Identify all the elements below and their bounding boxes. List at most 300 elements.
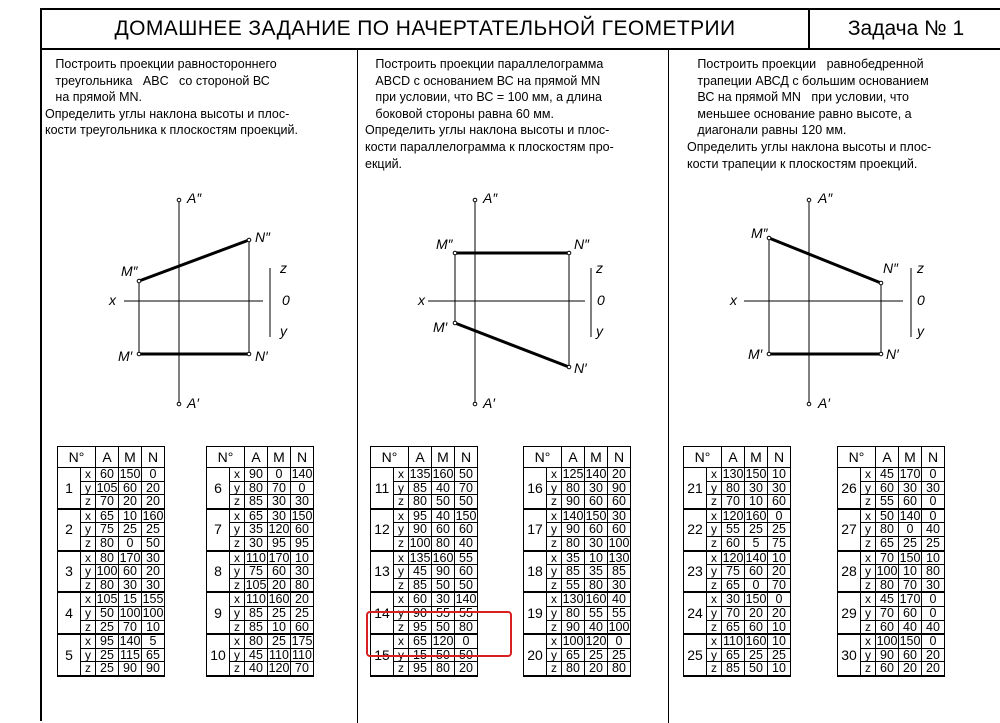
coordinate-cell: 85 (608, 565, 631, 579)
coordinate-cell: 40 (608, 592, 631, 606)
table-row (207, 634, 314, 648)
label-a1: A′ (187, 395, 199, 411)
coordinate-cell: 75 (768, 536, 791, 550)
coordinate-cell: 40 (899, 620, 922, 634)
variant-number: 11 (371, 468, 394, 509)
coordinate-cell: 30 (585, 481, 608, 495)
axis-label: x (394, 551, 409, 565)
column-header: N (608, 447, 631, 468)
variant-number: 24 (684, 592, 707, 634)
coordinate-cell: 100 (608, 619, 630, 634)
variant-number: 18 (524, 551, 547, 593)
coordinate-cell: 0 (922, 495, 945, 509)
coordinate-cell: 0 (291, 481, 314, 495)
column-header: M (585, 447, 608, 468)
coordinate-cell: 160 (432, 467, 454, 481)
coordinate-cell: 100 (562, 634, 584, 649)
coordinate-cell: 150 (745, 592, 767, 607)
axis-label: x (394, 509, 409, 523)
coordinate-cell: 60 (409, 592, 432, 606)
axis-label: y (230, 606, 245, 620)
axis-label: y (861, 606, 876, 620)
axis-label: z (81, 662, 96, 676)
coordinate-cell: 20 (608, 468, 631, 482)
coordinate-cell: 70 (876, 606, 899, 620)
coordinate-cell: 90 (119, 662, 142, 676)
coordinate-cell: 150 (745, 467, 767, 481)
axis-label: y (394, 523, 409, 537)
axis-label: x (230, 551, 245, 565)
coordinate-cell: 50 (432, 620, 455, 634)
label-a1: A′ (483, 395, 495, 411)
coordinate-cell: 80 (432, 662, 455, 676)
coordinate-cell: 80 (585, 578, 608, 592)
coordinate-cell: 25 (268, 634, 291, 648)
table-row (371, 468, 478, 482)
coordinate-cell: 60 (899, 495, 922, 509)
table-header-row (524, 447, 631, 468)
axis-label: z (547, 578, 562, 592)
label-o: 0 (917, 292, 925, 308)
variant-number: 29 (838, 592, 861, 634)
coordinate-cell: 80 (245, 481, 268, 495)
axis-label: y (81, 565, 96, 579)
variants-table (683, 446, 791, 677)
label-x: x (730, 292, 737, 308)
coordinate-cell: 10 (768, 662, 791, 676)
table-row (58, 634, 165, 648)
coordinate-cell: 20 (119, 495, 142, 509)
table-row (684, 551, 791, 565)
table-header-row (207, 447, 314, 468)
axis-label: x (861, 551, 876, 565)
coordinate-cell: 20 (585, 662, 608, 676)
variants-table (206, 446, 314, 677)
coordinate-cell: 0 (119, 536, 142, 550)
axis-label: x (81, 551, 96, 565)
table-row (838, 509, 945, 523)
table-row (58, 592, 165, 606)
axis-label: z (547, 662, 562, 676)
diagram-triangle (124, 198, 270, 406)
column-header: A (562, 447, 585, 468)
coordinate-cell: 100 (876, 634, 898, 649)
coordinate-cell: 60 (96, 468, 119, 482)
coordinate-cell: 60 (876, 620, 899, 634)
axis-label: z (230, 620, 245, 634)
label-z: z (917, 260, 924, 276)
coordinate-cell: 50 (96, 606, 119, 620)
line-mn-front (769, 238, 881, 283)
coordinate-cell: 120 (268, 661, 290, 676)
axis-label: x (707, 634, 722, 648)
coordinate-cell: 30 (268, 495, 291, 509)
coordinate-cell: 80 (409, 495, 432, 509)
axis-label: z (861, 578, 876, 592)
coordinate-cell: 80 (876, 578, 899, 592)
coordinate-cell: 30 (768, 481, 791, 495)
label-m1: M′ (433, 319, 448, 335)
table-row (207, 468, 314, 482)
coordinate-cell: 120 (432, 634, 454, 649)
coordinate-cell: 140 (899, 508, 921, 523)
coordinate-cell: 75 (722, 565, 745, 579)
variant-number: 22 (684, 509, 707, 551)
coordinate-cell: 20 (455, 662, 478, 676)
table-header-row (58, 447, 165, 468)
coordinate-cell: 45 (409, 565, 432, 579)
coordinate-cell: 170 (899, 592, 921, 607)
axis-label: x (547, 634, 562, 648)
coordinate-cell: 140 (562, 508, 584, 523)
axis-label: z (547, 620, 562, 634)
coordinate-cell: 140 (455, 592, 477, 607)
coordinate-cell: 80 (96, 536, 119, 550)
variant-number: 21 (684, 468, 707, 509)
coordinate-cell: 140 (745, 550, 767, 565)
coordinate-cell: 135 (409, 467, 431, 481)
coordinate-cell: 160 (268, 592, 290, 607)
label-m1: M′ (118, 348, 133, 364)
coordinate-cell: 25 (142, 523, 165, 537)
coordinate-cell: 10 (585, 551, 608, 565)
table-row (684, 468, 791, 482)
coordinate-cell: 10 (291, 551, 314, 565)
coordinate-cell: 90 (562, 523, 585, 537)
coordinate-cell: 55 (722, 523, 745, 537)
coordinate-cell: 80 (922, 565, 945, 579)
coordinate-cell: 90 (876, 648, 899, 662)
coordinate-cell: 80 (608, 662, 631, 676)
axis-label: x (394, 634, 409, 648)
table-row (371, 509, 478, 523)
coordinate-cell: 0 (899, 523, 922, 537)
axis-label: x (230, 509, 245, 523)
coordinate-cell: 160 (585, 592, 607, 607)
coordinate-cell: 90 (562, 495, 585, 509)
coordinate-cell: 65 (722, 578, 745, 592)
axis-label: x (707, 468, 722, 482)
coordinate-cell: 70 (722, 495, 745, 509)
coordinate-cell: 90 (562, 620, 585, 634)
coordinate-cell: 80 (455, 620, 478, 634)
coordinate-cell: 55 (432, 606, 455, 620)
coordinate-cell: 60 (899, 648, 922, 662)
coordinate-cell: 170 (268, 550, 290, 565)
axis-label: y (707, 606, 722, 620)
coordinate-cell: 25 (291, 606, 314, 620)
axis-label: z (230, 536, 245, 550)
coordinate-cell: 30 (922, 578, 945, 592)
coordinate-cell: 0 (268, 468, 291, 482)
variant-number: 20 (524, 634, 547, 676)
coordinate-cell: 90 (245, 468, 268, 482)
variant-number: 5 (58, 634, 81, 676)
coordinate-cell: 0 (608, 634, 631, 648)
coordinate-cell: 60 (722, 536, 745, 550)
column-header: N° (58, 447, 96, 468)
variants-table (523, 446, 631, 677)
coordinate-cell: 70 (876, 551, 899, 565)
coordinate-cell: 90 (409, 606, 432, 620)
table-row (684, 634, 791, 648)
coordinate-cell: 95 (409, 662, 432, 676)
axis-label: z (394, 662, 409, 676)
axis-label: z (861, 536, 876, 550)
coordinate-cell: 130 (722, 467, 744, 481)
coordinate-cell: 20 (922, 648, 945, 662)
axis-label: z (547, 536, 562, 550)
axis-label: y (861, 565, 876, 579)
coordinate-cell: 0 (922, 468, 945, 482)
diagram-trapezoid (744, 198, 911, 406)
task-description-parallelogram: Построить проекции параллелограмма ABCD с основанием ВС на прямой MN при условии, что ВС = 100 мм, а длина боковой стороны равна 60 мм. Определить углы наклона высоты и плос- кости параллелограмма к плоскостям про- екций. (365, 57, 614, 171)
coordinate-cell: 80 (562, 606, 585, 620)
coordinate-cell: 50 (455, 578, 478, 592)
coordinate-cell: 10 (768, 551, 791, 565)
coordinate-cell: 115 (120, 647, 140, 662)
column-header: N° (524, 447, 562, 468)
coordinate-cell: 30 (922, 481, 945, 495)
coordinate-cell: 55 (608, 606, 631, 620)
coordinate-cell: 45 (876, 592, 899, 606)
axis-label: x (230, 592, 245, 606)
axis-label: x (81, 592, 96, 606)
coordinate-cell: 90 (432, 565, 455, 579)
coordinate-cell: 10 (899, 565, 922, 579)
axis-label: x (230, 468, 245, 482)
coordinate-cell: 160 (142, 508, 164, 523)
coordinate-cell: 110 (292, 647, 312, 662)
coordinate-cell: 100 (876, 564, 898, 579)
coordinate-cell: 160 (432, 550, 454, 565)
highlight-box-variant-14 (366, 611, 512, 657)
axis-label: z (861, 662, 876, 676)
column-header: M (432, 447, 455, 468)
table-row (838, 468, 945, 482)
axis-label: z (230, 495, 245, 509)
table-row (58, 468, 165, 482)
coordinate-cell: 20 (768, 565, 791, 579)
coordinate-cell: 75 (96, 523, 119, 537)
variant-number: 26 (838, 468, 861, 509)
axis-label: y (394, 565, 409, 579)
coordinate-cell: 140 (291, 467, 313, 481)
table-row (371, 551, 478, 565)
variant-number: 14 (371, 592, 394, 634)
coordinate-cell: 30 (291, 565, 314, 579)
table-header-row (371, 447, 478, 468)
coordinate-cell: 100 (409, 535, 431, 550)
table-row (684, 509, 791, 523)
coordinate-cell: 130 (608, 550, 630, 565)
coordinate-cell: 50 (142, 536, 165, 550)
coordinate-cell: 60 (768, 495, 791, 509)
variant-number: 1 (58, 468, 81, 509)
task-description-trapezoid: Построить проекции равнобедренной трапеции АВСД с большим основанием ВС на прямой MN при условии, что меньшее основание равно высоте, а диагонали равны 120 мм. Определить углы наклона высоты и плос- кости трапеции к плоскостям проекций. (687, 57, 932, 171)
coordinate-cell: 95 (291, 536, 314, 550)
coordinate-cell: 20 (768, 606, 791, 620)
variant-number: 25 (684, 634, 707, 676)
coordinate-cell: 0 (922, 509, 945, 523)
axis-label: x (707, 509, 722, 523)
coordinate-cell: 110 (246, 592, 266, 607)
table-row (371, 592, 478, 606)
coordinate-cell: 65 (409, 634, 432, 648)
variant-number: 8 (207, 551, 230, 593)
axis-label: z (707, 536, 722, 550)
label-n2: N″ (883, 260, 899, 276)
coordinate-cell: 15 (409, 648, 432, 662)
axis-label: y (230, 523, 245, 537)
coordinate-cell: 30 (291, 495, 314, 509)
coordinate-cell: 80 (562, 481, 585, 495)
coordinate-cell: 25 (745, 648, 768, 662)
variant-number: 30 (838, 634, 861, 676)
coordinate-cell: 10 (142, 620, 165, 634)
coordinate-cell: 60 (876, 481, 899, 495)
column-header: A (722, 447, 745, 468)
label-m2: M″ (121, 263, 138, 279)
variant-number: 10 (207, 634, 230, 676)
variants-table (837, 446, 945, 677)
coordinate-cell: 150 (899, 634, 921, 649)
coordinate-cell: 135 (409, 550, 431, 565)
coordinate-cell: 20 (922, 662, 945, 676)
task-number: Задача № 1 (847, 17, 965, 40)
coordinate-cell: 0 (922, 606, 945, 620)
coordinate-cell: 25 (899, 536, 922, 550)
label-m2: M″ (751, 225, 768, 241)
axis-label: y (707, 648, 722, 662)
coordinate-cell: 0 (768, 509, 791, 523)
axis-label: x (547, 592, 562, 606)
coordinate-cell: 50 (455, 468, 478, 482)
coordinate-cell: 100 (96, 564, 118, 579)
label-n2: N″ (255, 229, 271, 245)
label-o: 0 (597, 292, 605, 308)
coordinate-cell: 150 (455, 508, 477, 523)
label-a2: A″ (818, 190, 833, 206)
coordinate-cell: 55 (585, 606, 608, 620)
coordinate-cell: 60 (899, 606, 922, 620)
coordinate-cell: 85 (562, 565, 585, 579)
coordinate-cell: 65 (722, 648, 745, 662)
coordinate-cell: 30 (142, 578, 165, 592)
coordinate-cell: 50 (876, 509, 899, 523)
label-x: x (109, 292, 116, 308)
coordinate-cell: 140 (585, 467, 607, 481)
axis-label: x (81, 634, 96, 648)
coordinate-cell: 25 (768, 523, 791, 537)
coordinate-cell: 50 (745, 662, 768, 676)
coordinate-cell: 65 (96, 509, 119, 523)
coordinate-cell: 175 (291, 634, 313, 649)
coordinate-cell: 25 (96, 620, 119, 634)
label-a2: A″ (187, 190, 202, 206)
axis-label: x (861, 468, 876, 482)
coordinate-cell: 35 (245, 523, 268, 537)
coordinate-cell: 30 (119, 578, 142, 592)
axis-label: y (861, 481, 876, 495)
variant-number: 27 (838, 509, 861, 551)
coordinate-cell: 100 (119, 605, 141, 620)
axis-label: z (81, 536, 96, 550)
axis-label: y (547, 606, 562, 620)
coordinate-cell: 60 (119, 481, 142, 495)
coordinate-cell: 0 (768, 592, 791, 606)
coordinate-cell: 35 (562, 551, 585, 565)
coordinate-cell: 65 (722, 620, 745, 634)
coordinate-cell: 10 (745, 495, 768, 509)
variant-number: 9 (207, 592, 230, 634)
coordinate-cell: 80 (562, 662, 585, 676)
coordinate-cell: 150 (119, 467, 141, 481)
axis-label: x (547, 509, 562, 523)
axis-label: y (547, 523, 562, 537)
axis-label: z (81, 578, 96, 592)
coordinate-cell: 160 (745, 508, 767, 523)
coordinate-cell: 70 (119, 620, 142, 634)
axis-label: y (81, 648, 96, 662)
coordinate-cell: 80 (96, 551, 119, 565)
coordinate-cell: 120 (268, 522, 290, 537)
coordinate-cell: 30 (745, 481, 768, 495)
coordinate-cell: 100 (142, 605, 164, 620)
column-header: N (455, 447, 478, 468)
coordinate-cell: 0 (142, 468, 165, 482)
column-header: M (745, 447, 768, 468)
axis-label: y (707, 523, 722, 537)
label-n1: N′ (574, 360, 587, 376)
coordinate-cell: 60 (745, 620, 768, 634)
table-header-row (838, 447, 945, 468)
coordinate-cell: 105 (96, 480, 118, 495)
axis-label: z (394, 578, 409, 592)
coordinate-cell: 30 (722, 592, 745, 606)
variant-number: 7 (207, 509, 230, 551)
axis-label: z (547, 495, 562, 509)
table-row (207, 509, 314, 523)
coordinate-cell: 40 (455, 536, 478, 550)
coordinate-cell: 5 (142, 634, 165, 648)
coordinate-cell: 70 (291, 662, 314, 676)
column-header: N (142, 447, 165, 468)
axis-label: z (81, 495, 96, 509)
coordinate-cell: 25 (922, 536, 945, 550)
coordinate-cell: 60 (608, 523, 631, 537)
coordinate-cell: 105 (96, 592, 118, 607)
axis-label: z (394, 495, 409, 509)
label-y: y (596, 323, 603, 339)
coordinate-cell: 10 (268, 620, 291, 634)
page-title: ДОМАШНЕЕ ЗАДАНИЕ ПО НАЧЕРТАТЕЛЬНОЙ ГЕОМЕТРИИ (42, 10, 810, 48)
axis-label: x (230, 634, 245, 648)
coordinate-cell: 50 (455, 495, 478, 509)
coordinate-cell: 40 (585, 620, 608, 634)
label-n2: N″ (574, 236, 590, 252)
coordinate-cell: 80 (876, 523, 899, 537)
coordinate-cell: 30 (608, 578, 631, 592)
table-row (684, 592, 791, 606)
coordinate-cell: 90 (608, 481, 631, 495)
coordinate-cell: 80 (432, 536, 455, 550)
coordinate-cell: 80 (291, 578, 314, 592)
label-x: x (418, 292, 425, 308)
coordinate-cell: 5 (745, 536, 768, 550)
axis-label: x (707, 551, 722, 565)
coordinate-cell: 25 (268, 606, 291, 620)
